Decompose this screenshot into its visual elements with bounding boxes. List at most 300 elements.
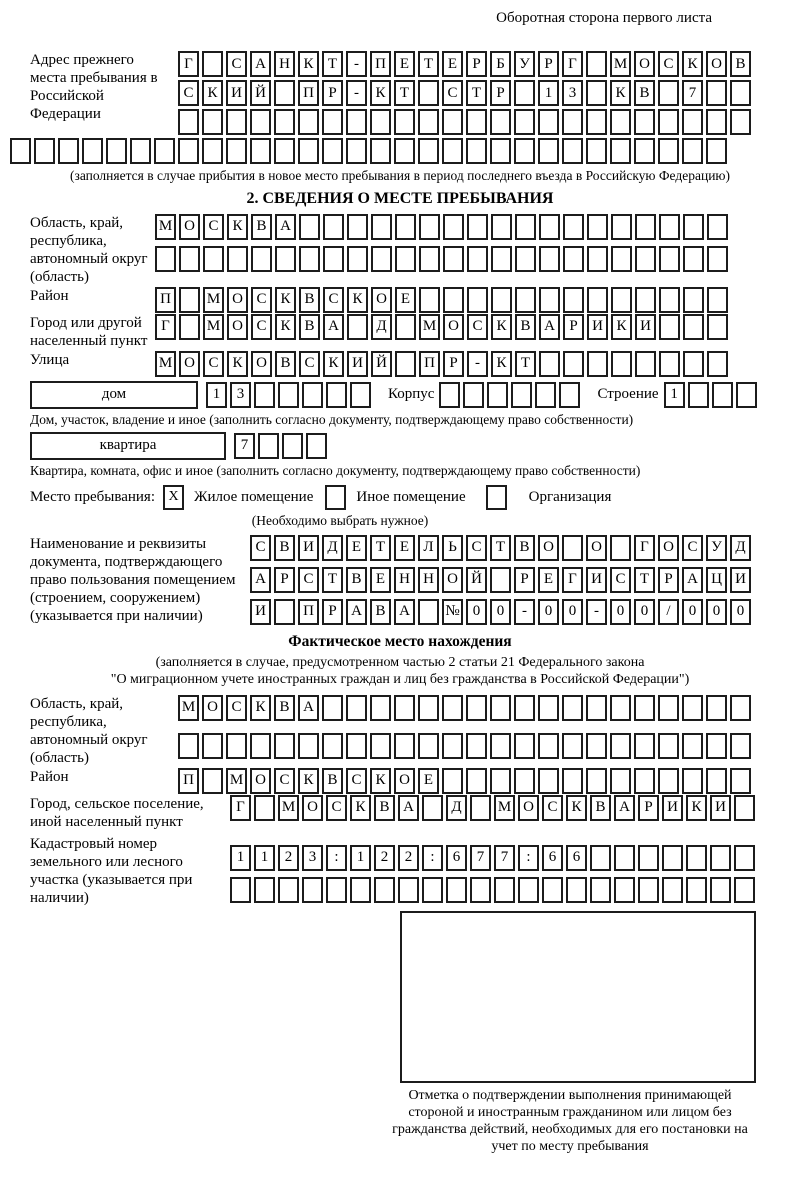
char-cell[interactable]: К xyxy=(227,214,248,240)
char-cell[interactable] xyxy=(350,877,371,903)
char-cell[interactable] xyxy=(394,138,415,164)
char-cell[interactable]: П xyxy=(370,51,391,77)
char-cell[interactable]: 1 xyxy=(206,382,227,408)
char-cell[interactable] xyxy=(658,80,679,106)
char-cell[interactable]: 7 xyxy=(470,845,491,871)
char-cell[interactable] xyxy=(734,877,755,903)
char-cell[interactable] xyxy=(443,214,464,240)
char-cell[interactable] xyxy=(490,109,511,135)
char-cell[interactable]: К xyxy=(686,795,707,821)
char-cell[interactable] xyxy=(322,109,343,135)
char-cell[interactable]: 0 xyxy=(490,599,511,625)
char-cell[interactable] xyxy=(370,733,391,759)
char-cell[interactable] xyxy=(178,138,199,164)
char-cell[interactable]: О xyxy=(706,51,727,77)
char-cell[interactable]: О xyxy=(202,695,223,721)
char-cell[interactable] xyxy=(418,733,439,759)
char-cell[interactable] xyxy=(538,695,559,721)
char-cell[interactable] xyxy=(419,287,440,313)
char-cell[interactable] xyxy=(686,845,707,871)
char-cell[interactable] xyxy=(394,733,415,759)
char-cell[interactable] xyxy=(662,877,683,903)
char-cell[interactable] xyxy=(562,733,583,759)
char-cell[interactable]: Г xyxy=(178,51,199,77)
char-cell[interactable]: С xyxy=(251,314,272,340)
char-cell[interactable] xyxy=(710,877,731,903)
char-cell[interactable] xyxy=(611,214,632,240)
char-cell[interactable] xyxy=(130,138,151,164)
char-cell[interactable]: 2 xyxy=(398,845,419,871)
char-cell[interactable]: О xyxy=(179,351,200,377)
char-cell[interactable] xyxy=(610,535,631,561)
char-cell[interactable]: А xyxy=(323,314,344,340)
char-cell[interactable] xyxy=(659,351,680,377)
char-cell[interactable] xyxy=(586,695,607,721)
char-cell[interactable] xyxy=(688,382,709,408)
char-cell[interactable]: Р xyxy=(490,80,511,106)
char-cell[interactable]: Б xyxy=(490,51,511,77)
char-cell[interactable]: У xyxy=(514,51,535,77)
char-cell[interactable] xyxy=(515,246,536,272)
char-cell[interactable] xyxy=(514,109,535,135)
char-cell[interactable] xyxy=(398,877,419,903)
char-cell[interactable] xyxy=(730,695,751,721)
char-cell[interactable]: П xyxy=(298,599,319,625)
char-cell[interactable]: № xyxy=(442,599,463,625)
char-cell[interactable]: С xyxy=(226,695,247,721)
char-cell[interactable] xyxy=(346,733,367,759)
char-cell[interactable] xyxy=(707,214,728,240)
char-cell[interactable] xyxy=(251,246,272,272)
char-cell[interactable]: / xyxy=(658,599,679,625)
char-cell[interactable]: Й xyxy=(371,351,392,377)
char-cell[interactable] xyxy=(490,567,511,593)
char-cell[interactable]: О xyxy=(394,768,415,794)
char-cell[interactable]: У xyxy=(706,535,727,561)
char-cell[interactable] xyxy=(563,287,584,313)
char-cell[interactable] xyxy=(419,246,440,272)
char-cell[interactable]: М xyxy=(494,795,515,821)
char-cell[interactable] xyxy=(730,733,751,759)
char-cell[interactable]: О xyxy=(250,768,271,794)
char-cell[interactable] xyxy=(707,314,728,340)
char-cell[interactable] xyxy=(682,733,703,759)
char-cell[interactable] xyxy=(515,287,536,313)
char-cell[interactable]: К xyxy=(610,80,631,106)
char-cell[interactable] xyxy=(278,877,299,903)
char-cell[interactable]: М xyxy=(610,51,631,77)
char-cell[interactable] xyxy=(586,138,607,164)
char-cell[interactable]: М xyxy=(203,287,224,313)
char-cell[interactable]: О xyxy=(586,535,607,561)
char-cell[interactable]: Г xyxy=(634,535,655,561)
char-cell[interactable]: О xyxy=(251,351,272,377)
char-cell[interactable] xyxy=(563,246,584,272)
char-cell[interactable]: П xyxy=(155,287,176,313)
char-cell[interactable] xyxy=(730,109,751,135)
char-cell[interactable]: М xyxy=(155,214,176,240)
char-cell[interactable] xyxy=(418,138,439,164)
char-cell[interactable]: 3 xyxy=(562,80,583,106)
char-cell[interactable] xyxy=(418,695,439,721)
char-cell[interactable] xyxy=(274,138,295,164)
char-cell[interactable] xyxy=(538,138,559,164)
char-cell[interactable] xyxy=(686,877,707,903)
char-cell[interactable] xyxy=(518,877,539,903)
char-cell[interactable] xyxy=(275,246,296,272)
char-cell[interactable]: А xyxy=(614,795,635,821)
char-cell[interactable]: 6 xyxy=(446,845,467,871)
char-cell[interactable]: С xyxy=(250,535,271,561)
char-cell[interactable]: Н xyxy=(394,567,415,593)
char-cell[interactable] xyxy=(442,768,463,794)
char-cell[interactable] xyxy=(395,351,416,377)
char-cell[interactable] xyxy=(610,109,631,135)
char-cell[interactable] xyxy=(659,214,680,240)
char-cell[interactable] xyxy=(586,80,607,106)
char-cell[interactable] xyxy=(538,733,559,759)
char-cell[interactable] xyxy=(299,246,320,272)
char-cell[interactable] xyxy=(442,138,463,164)
char-cell[interactable]: 7 xyxy=(234,433,255,459)
char-cell[interactable] xyxy=(179,314,200,340)
char-cell[interactable] xyxy=(346,138,367,164)
char-cell[interactable]: 1 xyxy=(230,845,251,871)
char-cell[interactable] xyxy=(302,382,323,408)
char-cell[interactable] xyxy=(563,351,584,377)
char-cell[interactable]: К xyxy=(566,795,587,821)
char-cell[interactable]: Г xyxy=(562,51,583,77)
char-cell[interactable] xyxy=(707,287,728,313)
char-cell[interactable]: К xyxy=(347,287,368,313)
char-cell[interactable]: О xyxy=(179,214,200,240)
char-cell[interactable] xyxy=(371,246,392,272)
char-cell[interactable] xyxy=(635,214,656,240)
char-cell[interactable]: П xyxy=(419,351,440,377)
char-cell[interactable]: 7 xyxy=(682,80,703,106)
char-cell[interactable]: С xyxy=(610,567,631,593)
char-cell[interactable]: И xyxy=(710,795,731,821)
char-cell[interactable]: 0 xyxy=(562,599,583,625)
char-cell[interactable] xyxy=(370,109,391,135)
char-cell[interactable]: 0 xyxy=(730,599,751,625)
char-cell[interactable] xyxy=(542,877,563,903)
char-cell[interactable] xyxy=(535,382,556,408)
char-cell[interactable]: Е xyxy=(395,287,416,313)
char-cell[interactable] xyxy=(154,138,175,164)
char-cell[interactable]: К xyxy=(227,351,248,377)
char-cell[interactable]: И xyxy=(226,80,247,106)
char-cell[interactable] xyxy=(254,382,275,408)
char-cell[interactable]: Е xyxy=(346,535,367,561)
char-cell[interactable] xyxy=(490,733,511,759)
char-cell[interactable]: К xyxy=(250,695,271,721)
char-cell[interactable] xyxy=(706,695,727,721)
char-cell[interactable] xyxy=(683,246,704,272)
char-cell[interactable]: С xyxy=(658,51,679,77)
char-cell[interactable]: : xyxy=(326,845,347,871)
char-cell[interactable] xyxy=(683,351,704,377)
char-cell[interactable]: Р xyxy=(514,567,535,593)
char-cell[interactable]: Р xyxy=(443,351,464,377)
char-cell[interactable]: Л xyxy=(418,535,439,561)
char-cell[interactable]: А xyxy=(394,599,415,625)
char-cell[interactable] xyxy=(106,138,127,164)
char-cell[interactable]: К xyxy=(370,80,391,106)
char-cell[interactable] xyxy=(250,138,271,164)
char-cell[interactable]: С xyxy=(299,351,320,377)
char-cell[interactable] xyxy=(491,287,512,313)
char-cell[interactable] xyxy=(562,768,583,794)
char-cell[interactable] xyxy=(658,768,679,794)
char-cell[interactable] xyxy=(659,287,680,313)
char-cell[interactable]: В xyxy=(634,80,655,106)
char-cell[interactable]: О xyxy=(443,314,464,340)
char-cell[interactable] xyxy=(683,314,704,340)
char-cell[interactable]: О xyxy=(442,567,463,593)
char-cell[interactable]: Ц xyxy=(706,567,727,593)
char-cell[interactable]: В xyxy=(251,214,272,240)
char-cell[interactable]: Т xyxy=(634,567,655,593)
char-cell[interactable]: М xyxy=(419,314,440,340)
char-cell[interactable]: В xyxy=(730,51,751,77)
char-cell[interactable] xyxy=(494,877,515,903)
char-cell[interactable]: А xyxy=(682,567,703,593)
char-cell[interactable] xyxy=(322,695,343,721)
char-cell[interactable]: Н xyxy=(274,51,295,77)
char-cell[interactable] xyxy=(539,351,560,377)
char-cell[interactable]: Г xyxy=(562,567,583,593)
char-cell[interactable] xyxy=(658,138,679,164)
char-cell[interactable] xyxy=(302,877,323,903)
char-cell[interactable]: Н xyxy=(418,567,439,593)
char-cell[interactable] xyxy=(514,733,535,759)
char-cell[interactable]: 0 xyxy=(538,599,559,625)
char-cell[interactable] xyxy=(306,433,327,459)
char-cell[interactable] xyxy=(250,733,271,759)
char-cell[interactable]: С xyxy=(467,314,488,340)
char-cell[interactable]: О xyxy=(227,287,248,313)
char-cell[interactable] xyxy=(635,351,656,377)
char-cell[interactable]: Р xyxy=(466,51,487,77)
char-cell[interactable]: Д xyxy=(730,535,751,561)
char-cell[interactable]: К xyxy=(275,287,296,313)
char-cell[interactable]: А xyxy=(275,214,296,240)
char-cell[interactable]: 0 xyxy=(706,599,727,625)
char-cell[interactable] xyxy=(590,845,611,871)
char-cell[interactable] xyxy=(683,287,704,313)
char-cell[interactable] xyxy=(422,795,443,821)
char-cell[interactable] xyxy=(202,51,223,77)
char-cell[interactable] xyxy=(730,80,751,106)
char-cell[interactable]: В xyxy=(274,695,295,721)
char-cell[interactable]: О xyxy=(518,795,539,821)
char-cell[interactable]: 0 xyxy=(634,599,655,625)
char-cell[interactable] xyxy=(323,214,344,240)
char-cell[interactable] xyxy=(227,246,248,272)
char-cell[interactable]: О xyxy=(227,314,248,340)
char-cell[interactable]: М xyxy=(203,314,224,340)
char-cell[interactable] xyxy=(226,138,247,164)
char-cell[interactable]: О xyxy=(634,51,655,77)
char-cell[interactable] xyxy=(490,695,511,721)
char-cell[interactable] xyxy=(682,138,703,164)
char-cell[interactable]: О xyxy=(658,535,679,561)
char-cell[interactable] xyxy=(491,246,512,272)
char-cell[interactable] xyxy=(202,768,223,794)
char-cell[interactable]: Д xyxy=(446,795,467,821)
char-cell[interactable]: 2 xyxy=(278,845,299,871)
char-cell[interactable] xyxy=(394,109,415,135)
char-cell[interactable]: И xyxy=(635,314,656,340)
char-cell[interactable]: Д xyxy=(322,535,343,561)
char-cell[interactable] xyxy=(10,138,31,164)
char-cell[interactable] xyxy=(395,314,416,340)
char-cell[interactable]: Р xyxy=(274,567,295,593)
char-cell[interactable] xyxy=(710,845,731,871)
char-cell[interactable]: И xyxy=(662,795,683,821)
char-cell[interactable] xyxy=(202,138,223,164)
char-cell[interactable] xyxy=(706,733,727,759)
char-cell[interactable]: И xyxy=(587,314,608,340)
char-cell[interactable]: И xyxy=(347,351,368,377)
char-cell[interactable]: 0 xyxy=(466,599,487,625)
char-cell[interactable] xyxy=(34,138,55,164)
char-cell[interactable]: Т xyxy=(466,80,487,106)
char-cell[interactable] xyxy=(562,535,583,561)
char-cell[interactable] xyxy=(566,877,587,903)
char-cell[interactable] xyxy=(634,695,655,721)
char-cell[interactable] xyxy=(659,246,680,272)
char-cell[interactable]: С xyxy=(251,287,272,313)
char-cell[interactable]: Т xyxy=(490,535,511,561)
char-cell[interactable] xyxy=(586,733,607,759)
char-cell[interactable] xyxy=(326,382,347,408)
char-cell[interactable]: 1 xyxy=(254,845,275,871)
char-cell[interactable]: Е xyxy=(442,51,463,77)
char-cell[interactable]: 1 xyxy=(538,80,559,106)
char-cell[interactable] xyxy=(446,877,467,903)
char-cell[interactable] xyxy=(274,109,295,135)
char-cell[interactable] xyxy=(326,877,347,903)
char-cell[interactable]: В xyxy=(299,314,320,340)
char-cell[interactable]: - xyxy=(586,599,607,625)
char-cell[interactable] xyxy=(442,109,463,135)
char-cell[interactable] xyxy=(443,287,464,313)
char-cell[interactable]: Р xyxy=(658,567,679,593)
char-cell[interactable] xyxy=(470,877,491,903)
char-cell[interactable]: О xyxy=(371,287,392,313)
char-cell[interactable] xyxy=(82,138,103,164)
char-cell[interactable] xyxy=(635,287,656,313)
char-cell[interactable] xyxy=(203,246,224,272)
char-cell[interactable] xyxy=(712,382,733,408)
char-cell[interactable] xyxy=(466,695,487,721)
char-cell[interactable] xyxy=(706,138,727,164)
char-cell[interactable]: К xyxy=(611,314,632,340)
char-cell[interactable]: О xyxy=(538,535,559,561)
char-cell[interactable] xyxy=(155,246,176,272)
char-cell[interactable]: В xyxy=(590,795,611,821)
char-cell[interactable] xyxy=(634,733,655,759)
char-cell[interactable] xyxy=(299,214,320,240)
char-cell[interactable]: 1 xyxy=(350,845,371,871)
char-cell[interactable] xyxy=(587,214,608,240)
char-cell[interactable] xyxy=(178,109,199,135)
char-cell[interactable] xyxy=(466,768,487,794)
checkbox-other-premises[interactable] xyxy=(325,485,346,510)
char-cell[interactable]: Т xyxy=(418,51,439,77)
char-cell[interactable]: С xyxy=(326,795,347,821)
char-cell[interactable]: С xyxy=(323,287,344,313)
char-cell[interactable] xyxy=(422,877,443,903)
char-cell[interactable] xyxy=(634,109,655,135)
char-cell[interactable]: М xyxy=(278,795,299,821)
char-cell[interactable]: : xyxy=(518,845,539,871)
char-cell[interactable]: А xyxy=(346,599,367,625)
char-cell[interactable] xyxy=(659,314,680,340)
char-cell[interactable] xyxy=(418,109,439,135)
char-cell[interactable]: В xyxy=(346,567,367,593)
char-cell[interactable] xyxy=(730,768,751,794)
char-cell[interactable] xyxy=(662,845,683,871)
char-cell[interactable]: П xyxy=(298,80,319,106)
char-cell[interactable] xyxy=(658,695,679,721)
char-cell[interactable] xyxy=(202,109,223,135)
char-cell[interactable] xyxy=(487,382,508,408)
char-cell[interactable]: В xyxy=(275,351,296,377)
char-cell[interactable] xyxy=(202,733,223,759)
char-cell[interactable] xyxy=(614,845,635,871)
char-cell[interactable] xyxy=(179,287,200,313)
char-cell[interactable] xyxy=(563,214,584,240)
char-cell[interactable]: В xyxy=(374,795,395,821)
char-cell[interactable] xyxy=(562,695,583,721)
char-cell[interactable]: К xyxy=(202,80,223,106)
char-cell[interactable]: Й xyxy=(250,80,271,106)
char-cell[interactable]: А xyxy=(250,51,271,77)
char-cell[interactable]: 0 xyxy=(682,599,703,625)
char-cell[interactable] xyxy=(467,287,488,313)
char-cell[interactable]: К xyxy=(682,51,703,77)
char-cell[interactable]: С xyxy=(298,567,319,593)
char-cell[interactable] xyxy=(346,695,367,721)
char-cell[interactable] xyxy=(370,138,391,164)
char-cell[interactable]: И xyxy=(298,535,319,561)
char-cell[interactable]: С xyxy=(682,535,703,561)
char-cell[interactable] xyxy=(322,733,343,759)
char-cell[interactable] xyxy=(418,599,439,625)
char-cell[interactable] xyxy=(610,138,631,164)
char-cell[interactable] xyxy=(322,138,343,164)
char-cell[interactable] xyxy=(394,695,415,721)
char-cell[interactable] xyxy=(467,214,488,240)
char-cell[interactable] xyxy=(511,382,532,408)
char-cell[interactable] xyxy=(250,109,271,135)
char-cell[interactable]: С xyxy=(346,768,367,794)
char-cell[interactable] xyxy=(346,109,367,135)
char-cell[interactable] xyxy=(298,138,319,164)
char-cell[interactable] xyxy=(658,109,679,135)
char-cell[interactable]: П xyxy=(178,768,199,794)
char-cell[interactable]: - xyxy=(346,51,367,77)
char-cell[interactable] xyxy=(539,214,560,240)
char-cell[interactable]: А xyxy=(250,567,271,593)
char-cell[interactable] xyxy=(587,246,608,272)
char-cell[interactable] xyxy=(611,351,632,377)
char-cell[interactable] xyxy=(226,733,247,759)
char-cell[interactable] xyxy=(374,877,395,903)
